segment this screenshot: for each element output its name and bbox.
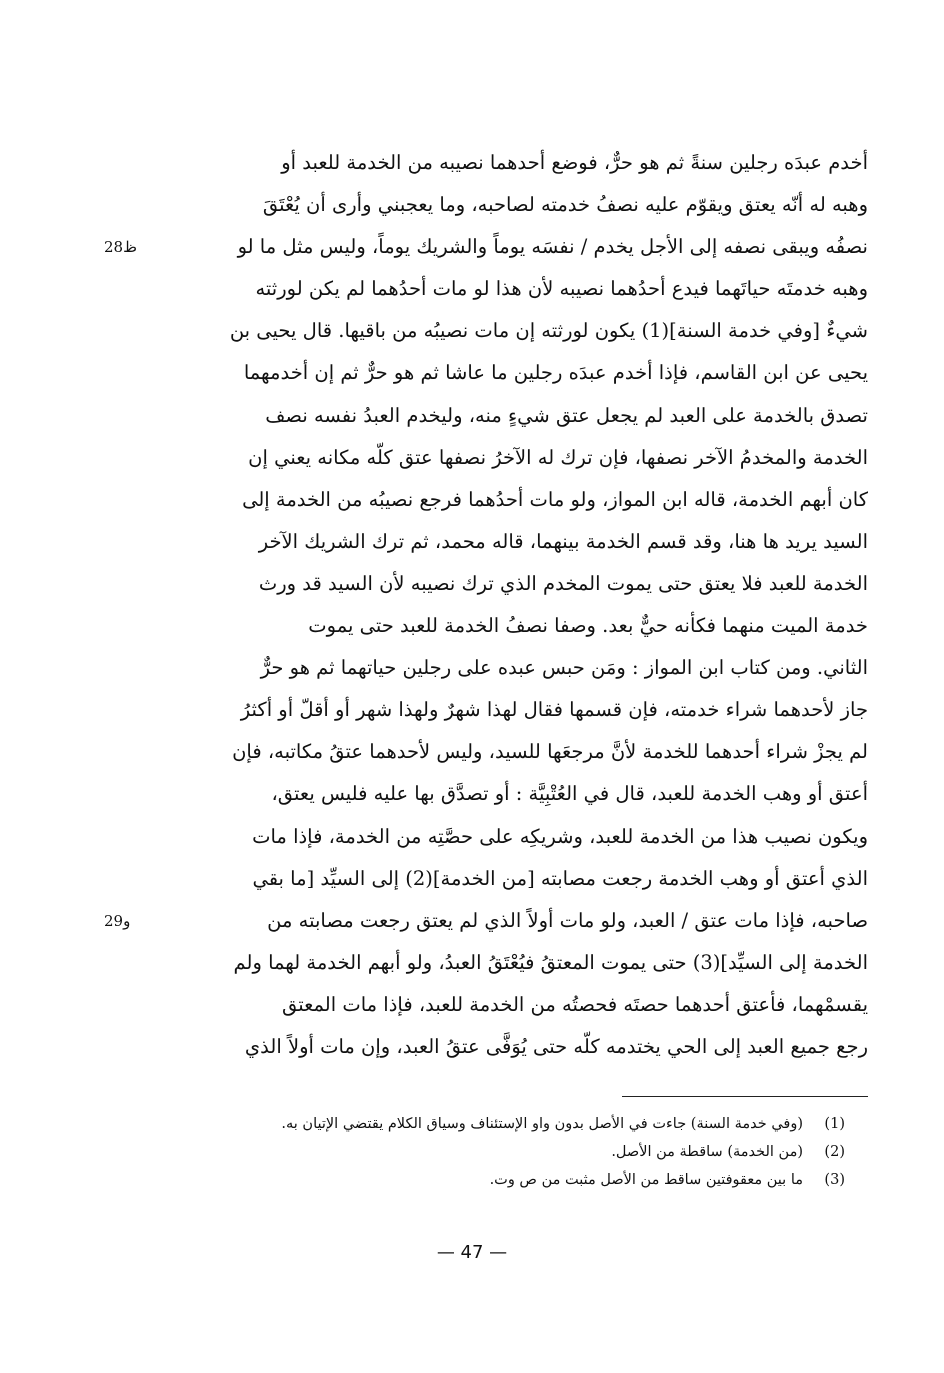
text-line: الخدمة إلى السيِّد](3) حتى يموت المعتقُ فيُعْتَقُ العبدُ، ولو أبهم الخدمة لهما ولم: [233, 950, 868, 974]
footnote: [180, 1110, 845, 1138]
text-line: الخدمة والمخدمُ الآخر نصفها، فإن ترك له الآخرُ نصفها عتق كلّه مكانه يعني إن: [248, 445, 868, 469]
text-line: جاز لأحدهما شراء خدمته، فإن قسمها فقال لهذا شهرٌ ولهذا شهر أو أقلّ أو أكثرُ: [240, 698, 868, 722]
text-line: وهبه له أنّه يعتق ويقوّم عليه نصفُ خدمته لصاحبه، وما يعجبني وأرى أن يُعْتَقَ: [262, 193, 868, 217]
text-line: صاحبه، فإذا مات عتق / العبد، ولو مات أولاً الذي لم يعتق رجعت مصابته من: [267, 908, 868, 932]
footnotes-block: [180, 1110, 845, 1194]
text-line: الثاني. ومن كتاب ابن المواز : ومَن حبس عبده على رجلين حياتهما ثم هو حرٌّ: [260, 656, 868, 680]
footnote-text: (وفي خدمة السنة) جاءت في الأصل بدون واو الإستئناف وسياق الكلام يقتضي الإتيان به.: [281, 1116, 803, 1132]
text-line: نصفُه ويبقى نصفه إلى الأجل يخدم / نفسَه يوماً والشريك يوماً، وليس مثل ما لو: [237, 235, 868, 259]
folio-margin-note: 28ظ: [104, 238, 137, 257]
text-line: شيءٌ [وفي خدمة السنة](1) يكون لورثته إن مات نصيبُه من باقيها. قال يحيى بن: [229, 319, 868, 343]
text-line: يحيى عن ابن القاسم، فإذا أخدم عبدَه رجلين ما عاشا ثم هو حرٌّ ثم إن أخدمهما: [243, 361, 868, 385]
footnote-number: (2): [824, 1144, 845, 1160]
text-line: خدمة الميت منهما فكأنه حيٌّ بعد. وصفا نصفُ الخدمة للعبد حتى يموت: [308, 614, 868, 638]
footnote-text: (من الخدمة) ساقطة من الأصل.: [611, 1144, 803, 1160]
text-line: الخدمة للعبد فلا يعتق حتى يموت المخدم الذي ترك نصيبه لأن السيد قد ورث: [258, 571, 868, 595]
footnote-number: (3): [824, 1172, 845, 1188]
footnote: [180, 1166, 845, 1194]
main-text-block: [160, 142, 868, 1068]
footnote-text: ما بين معقوفتين ساقط من الأصل مثبت من ص وت.: [489, 1172, 803, 1188]
text-line: أعتق أو وهب الخدمة للعبد، قال في العُتْبِيَّة : أو تصدَّق بها عليه فليس يعتق،: [271, 782, 868, 806]
page-number: — 47 —: [436, 1242, 508, 1263]
text-line: يقسمْهما، فأعتق أحدهما حصتَه فحصتُه من الخدمة للعبد، فإذا مات المعتق: [281, 992, 868, 1016]
text-line: تصدق بالخدمة على العبد لم يجعل عتق شيءٍ منه، وليخدم العبدُ نفسه نصف: [265, 403, 868, 427]
folio-margin-note: 29و: [104, 911, 131, 930]
text-line: رجع جميع العبد إلى الحي يختدمه كلّه حتى يُوَفَّى عتقُ العبد، وإن مات أولاً الذي: [244, 1034, 868, 1058]
footnote-number: (1): [824, 1116, 845, 1132]
text-line: ويكون نصيب هذا من الخدمة للعبد، وشريكِه على حصَّتِه من الخدمة، فإذا مات: [252, 824, 868, 848]
text-line: الذي أعتق أو وهب الخدمة رجعت مصابته [من الخدمة](2) إلى السيِّد [ما بقي: [252, 866, 868, 890]
text-line: وهبه خدمتَه حياتَهما فيدع أحدُهما نصيبه لأن هذا لو مات أحدُهما لم يكن لورثته: [255, 277, 868, 301]
footnote: [180, 1138, 845, 1166]
text-line: السيد يريد ها هنا، وقد قسم الخدمة بينهما، قاله محمد، ثم ترك الشريك الآخر: [258, 529, 868, 553]
text-line: أخدم عبدَه رجلين سنةً ثم هو حرٌّ، فوضع أحدهما نصيبه من الخدمة للعبد أو: [281, 151, 868, 174]
text-line: كان أبهم الخدمة، قاله ابن المواز، ولو مات أحدُهما فرجع نصيبُه من الخدمة إلى: [242, 487, 868, 511]
text-line: لم يجزْ شراء أحدهما للخدمة لأنَّ مرجعَها للسيد، وليس لأحدهما عتقُ مكاتبه، فإن: [232, 740, 868, 764]
footnote-separator-rule: [622, 1096, 868, 1097]
